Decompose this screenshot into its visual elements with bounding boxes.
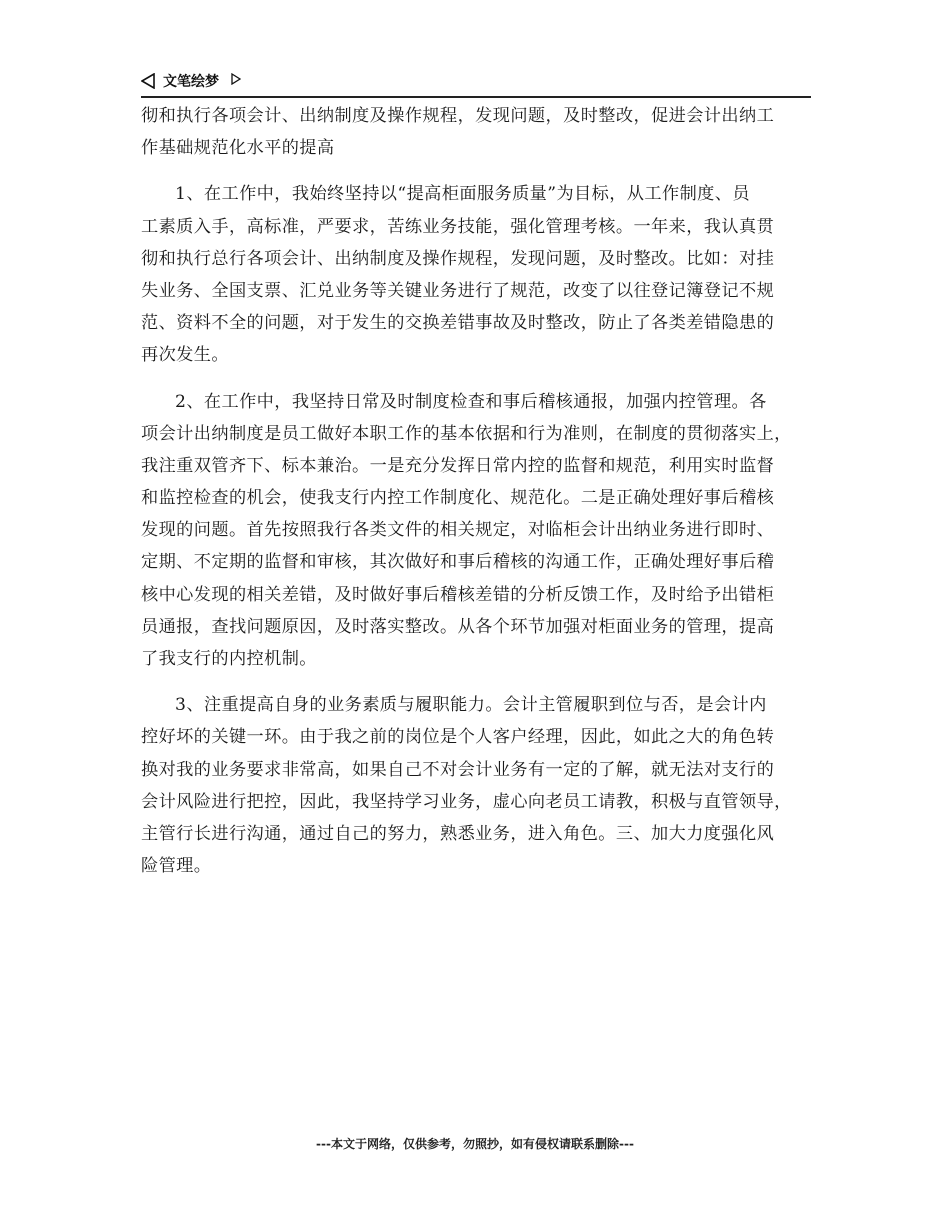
paragraph (141, 178, 813, 371)
triangle-right-icon (231, 73, 241, 85)
text-line: 3、注重提高自身的业务素质与履职能力。会计主管履职到位与否，是会计内 (175, 695, 767, 716)
text-line: 换对我的业务要求非常高，如果自己不对会计业务有一定的了解，就无法对支行的 (141, 759, 775, 780)
text-line: 工素质入手，高标准，严要求，苦练业务技能，强化管理考核。一年来，我认真贯 (141, 216, 775, 237)
text-line: 我注重双管齐下、标本兼治。一是充分发挥日常内控的监督和规范，利用实时监督 (141, 455, 775, 476)
text-line: 主管行长进行沟通，通过自己的努力，熟悉业务，进入角色。三、加大力度强化风 (141, 823, 775, 844)
header-title: 文笔绘梦 (163, 74, 219, 90)
text-line: 定期、不定期的监督和审核，其次做好和事后稽核的沟通工作，正确处理好事后稽 (141, 552, 775, 573)
paragraph (141, 386, 813, 676)
text-line: 作基础规范化水平的提高 (141, 138, 335, 159)
page-header (141, 70, 811, 98)
text-line: 2、在工作中，我坚持日常及时制度检查和事后稽核通报，加强内控管理。各 (175, 391, 767, 412)
text-line: 会计风险进行把控，因此，我坚持学习业务，虚心向老员工请教，积极与直管领导， (141, 791, 792, 812)
text-line: 彻和执行总行各项会计、出纳制度及操作规程，发现问题，及时整改。比如：对挂 (141, 248, 775, 269)
text-line: 核中心发现的相关差错，及时做好事后稽核差错的分析反馈工作，及时给予出错柜 (141, 584, 775, 605)
paragraph (141, 100, 813, 164)
text-line: 发现的问题。首先按照我行各类文件的相关规定，对临柜会计出纳业务进行即时、 (141, 520, 775, 541)
text-line: 再次发生。 (141, 345, 229, 366)
text-line: 险管理。 (141, 856, 212, 877)
text-line: 1、在工作中，我始终坚持以“提高柜面服务质量”为目标，从工作制度、员 (175, 184, 750, 205)
text-line: 范、资料不全的问题，对于发生的交换差错事故及时整改，防止了各类差错隐患的 (141, 313, 775, 334)
text-line: 项会计出纳制度是员工做好本职工作的基本依据和行为准则，在制度的贯彻落实上， (141, 423, 792, 444)
paragraph (141, 689, 813, 882)
text-line: 员通报，查找问题原因，及时落实整改。从各个环节加强对柜面业务的管理，提高 (141, 616, 775, 637)
text-line: 和监控检查的机会，使我支行内控工作制度化、规范化。二是正确处理好事后稽核 (141, 488, 775, 509)
triangle-left-icon (141, 73, 155, 89)
text-line: 彻和执行各项会计、出纳制度及操作规程，发现问题，及时整改，促进会计出纳工 (141, 106, 775, 126)
document-body (141, 100, 813, 882)
text-line: 失业务、全国支票、汇兑业务等关键业务进行了规范，改变了以往登记簿登记不规 (141, 280, 775, 301)
text-line: 控好坏的关键一环。由于我之前的岗位是个人客户经理，因此，如此之大的角色转 (141, 727, 775, 748)
text-line: 了我支行的内控机制。 (141, 649, 317, 669)
footer-disclaimer: ---本文于网络，仅供参考，勿照抄，如有侵权请联系删除--- (316, 1137, 634, 1151)
